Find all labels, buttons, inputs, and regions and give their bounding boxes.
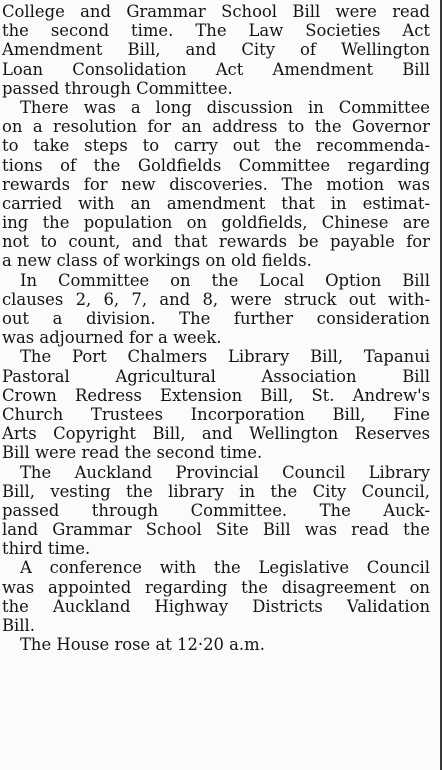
paragraph-3 [2, 271, 430, 348]
text-line: was adjourned for a week. [2, 328, 222, 348]
text-line: passed through Committee. The Auck- [2, 500, 430, 520]
text-line: Bill were read the second time. [2, 443, 263, 463]
paragraph-2 [2, 98, 430, 271]
text-line: to take steps to carry out the recommenda- [2, 136, 430, 156]
text-line: Arts Copyright Bill, and Wellington Reserves [2, 424, 430, 444]
text-line: not to count, and that rewards be payable for [2, 232, 430, 252]
paragraph-1 [2, 2, 430, 98]
paragraph-6 [2, 558, 430, 635]
text-line: ing the population on goldfields, Chinese are [2, 213, 430, 233]
text-line: a new class of workings on old fields. [2, 251, 312, 271]
text-line: passed through Committee. [2, 78, 233, 98]
text-line: The Port Chalmers Library Bill, Tapanui [20, 347, 430, 367]
article-text [2, 2, 430, 654]
text-line: The Auckland Provincial Council Library [20, 462, 430, 482]
text-line: on a resolution for an address to the Governor [2, 117, 430, 137]
text-line: Bill. [2, 616, 35, 635]
column-rule [440, 0, 442, 770]
text-line: rewards for new discoveries. The motion was [2, 174, 430, 194]
paragraph-7 [2, 635, 430, 654]
text-line: There was a long discussion in Committee [20, 97, 430, 117]
text-line: The House rose at 12·20 a.m. [20, 635, 265, 655]
text-line: third time. [2, 539, 91, 559]
text-line: the Auckland Highway Districts Validation [2, 596, 430, 616]
paragraph-5 [2, 463, 430, 559]
text-line: Church Trustees Incorporation Bill, Fine [2, 404, 430, 424]
text-line: land Grammar School Site Bill was read the [2, 520, 430, 540]
text-line: A conference with the Legislative Council [20, 558, 430, 578]
text-line: carried with an amendment that in estimat- [2, 193, 430, 213]
paragraph-4 [2, 347, 430, 462]
text-line: Amendment Bill, and City of Wellington [2, 40, 430, 60]
text-line: was appointed regarding the disagreement on [2, 577, 430, 597]
text-line: In Committee on the Local Option Bill [20, 270, 430, 290]
text-line: the second time. The Law Societies Act [2, 21, 430, 41]
text-line: tions of the Goldfields Committee regarding [2, 155, 430, 175]
text-line: clauses 2, 6, 7, and 8, were struck out with- [2, 289, 430, 309]
text-line: Crown Redress Extension Bill, St. Andrew's [2, 385, 430, 405]
text-line: Loan Consolidation Act Amendment Bill [2, 59, 430, 79]
text-line: out a division. The further consideration [2, 309, 430, 328]
text-line: Bill, vesting the library in the City Council, [2, 481, 430, 501]
text-line: College and Grammar School Bill were read [2, 2, 430, 21]
text-line: Pastoral Agricultural Association Bill [2, 366, 430, 386]
